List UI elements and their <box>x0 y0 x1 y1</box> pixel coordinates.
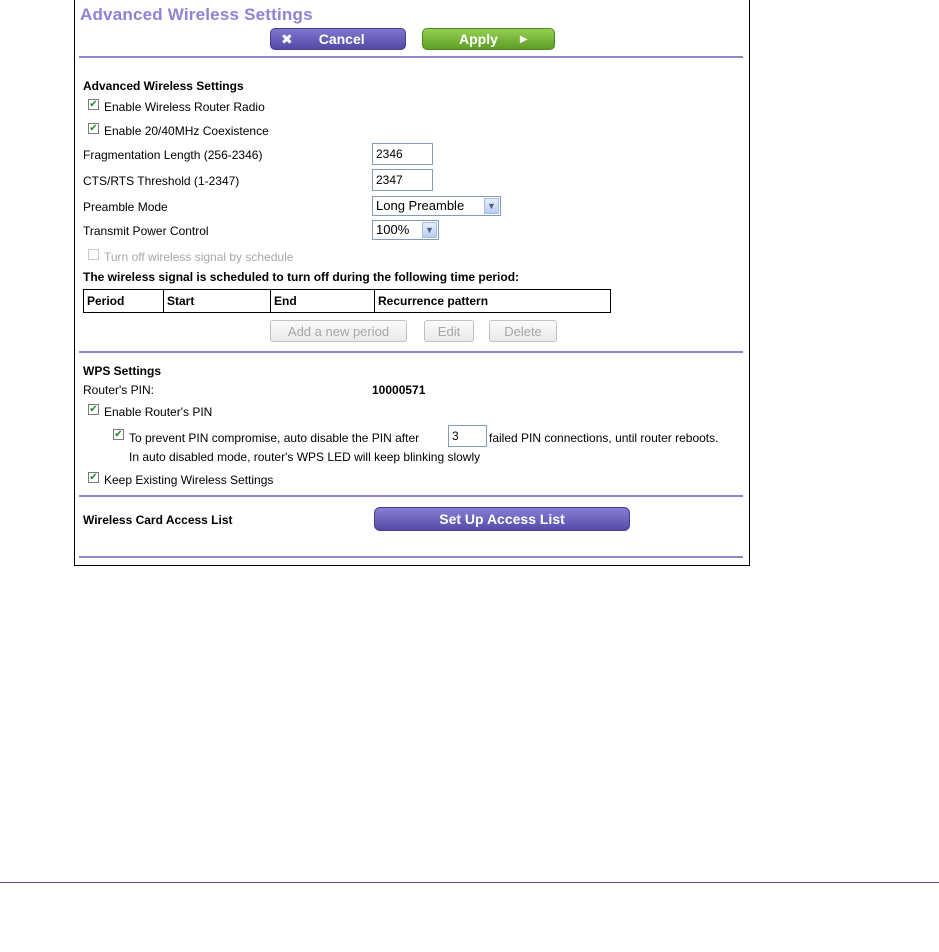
close-icon: ✖ <box>281 30 293 47</box>
advanced-section-heading: Advanced Wireless Settings <box>83 79 244 93</box>
checkmark-icon: ✔ <box>89 403 98 415</box>
preamble-label: Preamble Mode <box>83 200 168 214</box>
fragmentation-input[interactable]: 2346 <box>372 143 433 165</box>
checkmark-icon: ✔ <box>89 98 98 110</box>
keep-settings-checkbox[interactable] <box>88 472 99 483</box>
wps-divider <box>79 351 743 353</box>
edit-button[interactable]: Edit <box>424 320 474 342</box>
enable-radio-label: Enable Wireless Router Radio <box>104 100 265 114</box>
coexistence-checkbox[interactable] <box>88 123 99 134</box>
prevent-pin-label-suffix: failed PIN connections, until router reboots. <box>489 431 719 445</box>
delete-button[interactable]: Delete <box>489 320 557 342</box>
power-control-select-value: 100% <box>376 222 410 237</box>
enable-pin-label: Enable Router's PIN <box>104 405 213 419</box>
bottom-divider <box>79 556 743 558</box>
access-list-label: Wireless Card Access List <box>83 513 233 527</box>
schedule-label: Turn off wireless signal by schedule <box>104 250 294 264</box>
checkmark-icon: ✔ <box>114 428 123 440</box>
coexistence-label: Enable 20/40MHz Coexistence <box>104 124 269 138</box>
wps-section-heading: WPS Settings <box>83 364 162 378</box>
prevent-pin-label: To prevent PIN compromise, auto disable the PIN after <box>129 431 420 445</box>
power-control-label: Transmit Power Control <box>83 224 209 238</box>
enable-pin-checkbox[interactable] <box>88 404 99 415</box>
keep-settings-label: Keep Existing Wireless Settings <box>104 473 274 487</box>
pin-attempts-input[interactable]: 3 <box>448 425 487 447</box>
prevent-pin-checkbox[interactable] <box>113 429 124 440</box>
wireless-settings-panel <box>74 0 750 566</box>
table-header-period: Period <box>84 290 164 312</box>
table-header-end: End <box>271 290 375 312</box>
enable-radio-checkbox[interactable] <box>88 99 99 110</box>
chevron-down-icon: ▼ <box>422 222 437 238</box>
arrow-right-icon: ▶ <box>519 33 528 45</box>
apply-button[interactable] <box>422 28 555 50</box>
power-control-select[interactable] <box>372 220 439 240</box>
page-title: Advanced Wireless Settings <box>80 5 313 24</box>
chevron-down-icon: ▼ <box>484 198 499 214</box>
schedule-caption: The wireless signal is scheduled to turn off during the following time period: <box>83 270 520 284</box>
cancel-button-label: Cancel <box>318 31 365 47</box>
preamble-select-value: Long Preamble <box>376 198 465 213</box>
table-header-start: Start <box>164 290 271 312</box>
schedule-checkbox[interactable] <box>88 249 99 260</box>
router-pin-value: 10000571 <box>372 383 426 397</box>
apply-button-label: Apply <box>459 31 498 47</box>
cts-threshold-input[interactable]: 2347 <box>372 169 433 191</box>
preamble-select[interactable] <box>372 196 501 216</box>
fragmentation-label: Fragmentation Length (256-2346) <box>83 148 263 162</box>
schedule-table <box>83 289 611 313</box>
table-header-recurrence: Recurrence pattern <box>378 294 489 308</box>
page-footer-rule <box>0 882 939 883</box>
wps-led-note: In auto disabled mode, router's WPS LED will keep blinking slowly <box>129 450 481 464</box>
header-divider <box>79 56 743 58</box>
set-up-access-list-button[interactable]: Set Up Access List <box>374 507 630 531</box>
add-period-button[interactable]: Add a new period <box>270 320 407 342</box>
checkmark-icon: ✔ <box>89 471 98 483</box>
access-divider <box>79 495 743 497</box>
router-pin-label: Router's PIN: <box>83 383 154 397</box>
cts-threshold-label: CTS/RTS Threshold (1-2347) <box>83 174 240 188</box>
cancel-button[interactable] <box>270 28 406 50</box>
checkmark-icon: ✔ <box>89 122 98 134</box>
